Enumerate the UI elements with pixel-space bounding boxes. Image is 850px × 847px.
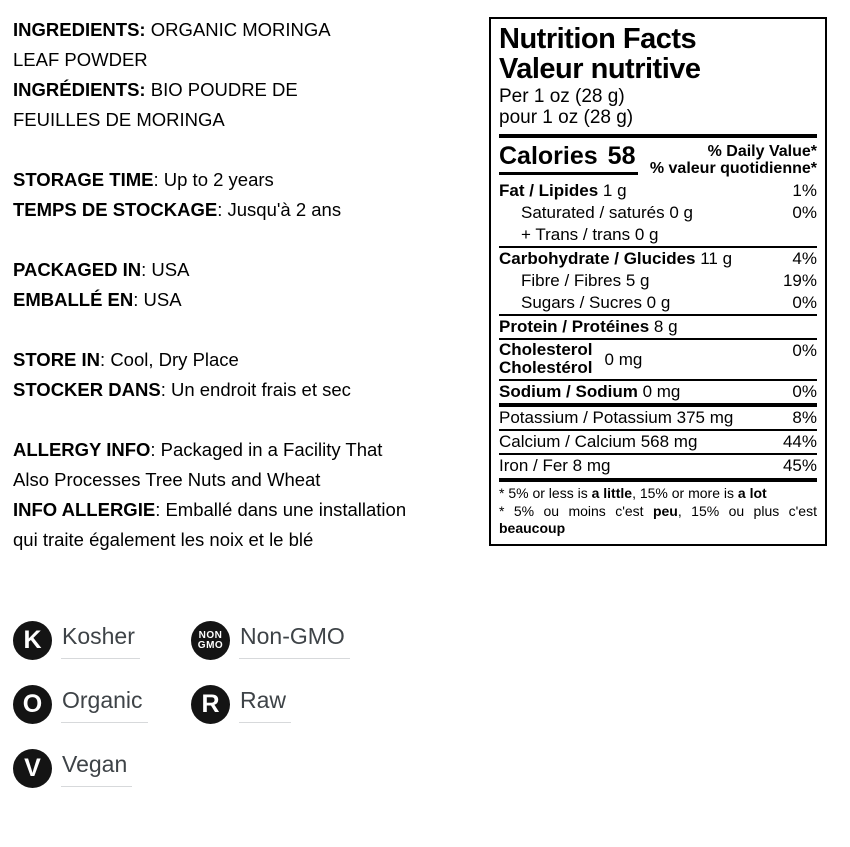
non-gmo-icon [191, 621, 230, 660]
info-line [13, 75, 485, 105]
nutrient-row [499, 429, 817, 453]
info-line [13, 165, 485, 195]
footnote-en [499, 485, 817, 503]
product-info-panel [13, 15, 485, 585]
nutrition-title-en: Nutrition Facts [499, 23, 697, 55]
nutrient-name-rest: Potassium / Potassium 375 mg [499, 408, 734, 427]
nutrient-row [499, 314, 817, 338]
nutrient-name-bold: Sodium / Sodium [499, 382, 638, 401]
text-segment: * 5% or less is [499, 485, 592, 501]
thick-rule [499, 134, 817, 138]
info-section [13, 165, 485, 225]
nutrient-name-rest: Calcium / Calcium 568 mg [499, 432, 698, 451]
cholesterol-names [499, 341, 593, 377]
nutrient-name [499, 432, 697, 451]
percent-daily-value: 0% [792, 293, 817, 312]
text-segment: qui traite également les noix et le blé [13, 529, 314, 550]
nutrient-name-rest: Sugars / Sucres 0 g [521, 293, 671, 312]
text-segment: FEUILLES DE MORINGA [13, 109, 225, 130]
text-segment: a little [591, 485, 633, 501]
raw-icon [191, 685, 230, 724]
info-line [13, 45, 485, 75]
info-line [13, 345, 485, 375]
info-line [13, 195, 485, 225]
icon-glyph: NON [198, 630, 223, 641]
calories-label: Calories [499, 142, 598, 170]
daily-value-en: % Daily Value* [707, 143, 817, 160]
info-section [13, 15, 485, 135]
nutrient-name: Cholesterol [499, 340, 593, 359]
text-segment: : Un endroit frais et sec [160, 379, 351, 400]
percent-daily-value: 0% [792, 341, 817, 360]
info-line [13, 465, 485, 495]
text-segment: a lot [737, 485, 767, 501]
nutrient-name-rest: 1 g [598, 181, 627, 200]
text-segment: : Jusqu'à 2 ans [217, 199, 342, 220]
nutrient-name-rest: Fibre / Fibres 5 g [521, 271, 650, 290]
percent-daily-value: 45% [782, 456, 817, 475]
badge-kosher [13, 621, 191, 660]
text-segment: ORGANIC MORINGA [145, 19, 331, 40]
badge-label: Organic [61, 687, 148, 723]
nutrient-name-bold: Protein / Protéines [499, 317, 650, 336]
nutrition-facts-panel [489, 17, 827, 546]
nutrient-name-rest: 0 mg [637, 382, 681, 401]
nutrient-row [499, 224, 817, 246]
nutrient-name-bold: Fat / Lipides [499, 181, 599, 200]
text-segment: TEMPS DE STOCKAGE [13, 199, 218, 220]
calories-value [499, 142, 638, 175]
text-segment: : USA [133, 289, 182, 310]
nutrient-name [499, 293, 670, 312]
percent-daily-value: 8% [792, 408, 817, 427]
organic-icon [13, 685, 52, 724]
nutrient-name-rest: 11 g [695, 249, 733, 268]
text-segment: EMBALLÉ EN [13, 289, 134, 310]
nutrient-name-rest: Iron / Fer 8 mg [499, 456, 611, 475]
nutrient-name [499, 456, 610, 475]
serving-size-en: Per 1 oz (28 g) [499, 86, 625, 107]
info-section [13, 435, 485, 555]
cholesterol-names-amount [499, 341, 642, 377]
text-segment: , 15% or more is [632, 485, 738, 501]
nutrient-name-rest: Saturated / saturés 0 g [521, 203, 693, 222]
info-line [13, 375, 485, 405]
text-segment: STOCKER DANS [13, 379, 161, 400]
text-segment: : Up to 2 years [153, 169, 274, 190]
nutrition-title-fr: Valeur nutritive [499, 53, 701, 85]
text-segment: PACKAGED IN [13, 259, 142, 280]
text-segment: * 5% ou moins c'est [499, 502, 653, 519]
text-segment: : USA [141, 259, 190, 280]
serving-size-fr: pour 1 oz (28 g) [499, 107, 634, 128]
info-line [13, 15, 485, 45]
daily-value-header [650, 144, 817, 177]
text-segment: , 15% ou plus c'est [677, 502, 817, 519]
info-line [13, 495, 485, 525]
nutrient-name [499, 249, 732, 268]
info-line [13, 435, 485, 465]
text-segment: : Emballé dans une installation [155, 499, 407, 520]
badge-label: Non-GMO [239, 623, 350, 659]
daily-value-fr: % valeur quotidienne* [649, 159, 817, 177]
calories-row [499, 142, 817, 177]
text-segment: INGREDIENTS: [13, 19, 146, 40]
nutrient-row [499, 246, 817, 270]
badge-label: Vegan [61, 751, 132, 787]
nutrient-name [499, 225, 659, 244]
badge-non-gmo [191, 621, 350, 660]
nutrient-name [499, 408, 733, 427]
nutrient-row [499, 180, 817, 202]
nutrient-row [499, 403, 817, 429]
percent-daily-value: 44% [782, 432, 817, 451]
nutrient-name [499, 382, 680, 401]
info-line [13, 525, 485, 555]
text-segment: STORAGE TIME [13, 169, 154, 190]
nutrient-name [499, 203, 693, 222]
text-segment: : Packaged in a Facility That [150, 439, 383, 460]
icon-glyph: V [24, 754, 41, 782]
text-segment: Also Processes Tree Nuts and Wheat [13, 469, 321, 490]
info-section [13, 255, 485, 315]
text-segment: ALLERGY INFO [13, 439, 151, 460]
info-section [13, 345, 485, 405]
percent-daily-value: 4% [792, 249, 817, 268]
text-segment: beaucoup [499, 520, 566, 536]
text-segment: BIO POUDRE DE [145, 79, 298, 100]
nutrient-name-bold: Carbohydrate / Glucides [499, 249, 696, 268]
nutrient-name [499, 181, 627, 200]
icon-glyph: O [22, 690, 43, 718]
nutrient-row [499, 270, 817, 292]
footnote-fr [499, 503, 817, 538]
nutrient-rows [499, 180, 817, 477]
nutrient-row [499, 292, 817, 314]
kosher-icon [13, 621, 52, 660]
percent-daily-value: 0% [792, 203, 817, 222]
nutrient-row-cholesterol [499, 338, 817, 379]
badge-vegan [13, 749, 191, 788]
icon-glyph: K [23, 626, 42, 654]
nutrient-name-rest: 8 g [649, 317, 678, 336]
percent-daily-value: 19% [782, 271, 817, 290]
nutrient-name [499, 317, 678, 336]
certification-badges [13, 621, 350, 788]
nutrient-row [499, 202, 817, 224]
text-segment: INFO ALLERGIE [13, 499, 156, 520]
nutrient-amount: 0 mg [604, 349, 643, 369]
nutrient-name [499, 271, 650, 290]
nutrition-footnote [499, 478, 817, 538]
percent-daily-value: 1% [792, 181, 817, 200]
badge-label: Raw [239, 687, 291, 723]
nutrient-name: Cholestérol [499, 358, 593, 377]
icon-glyph: GMO [197, 639, 224, 651]
text-segment: LEAF POWDER [13, 49, 148, 70]
text-segment: : Cool, Dry Place [100, 349, 239, 370]
text-segment: STORE IN [13, 349, 101, 370]
badge-label: Kosher [61, 623, 140, 659]
badge-raw [191, 685, 350, 724]
icon-glyph: R [201, 690, 220, 718]
calories-number: 58 [607, 142, 636, 170]
info-line [13, 105, 485, 135]
text-segment: peu [652, 502, 678, 519]
vegan-icon [13, 749, 52, 788]
nutrient-name-rest: + Trans / trans 0 g [521, 225, 659, 244]
text-segment: INGRÉDIENTS: [13, 79, 146, 100]
info-line [13, 255, 485, 285]
badge-organic [13, 685, 191, 724]
percent-daily-value: 0% [792, 382, 817, 401]
nutrient-row [499, 453, 817, 477]
nutrient-row [499, 379, 817, 403]
info-line [13, 285, 485, 315]
